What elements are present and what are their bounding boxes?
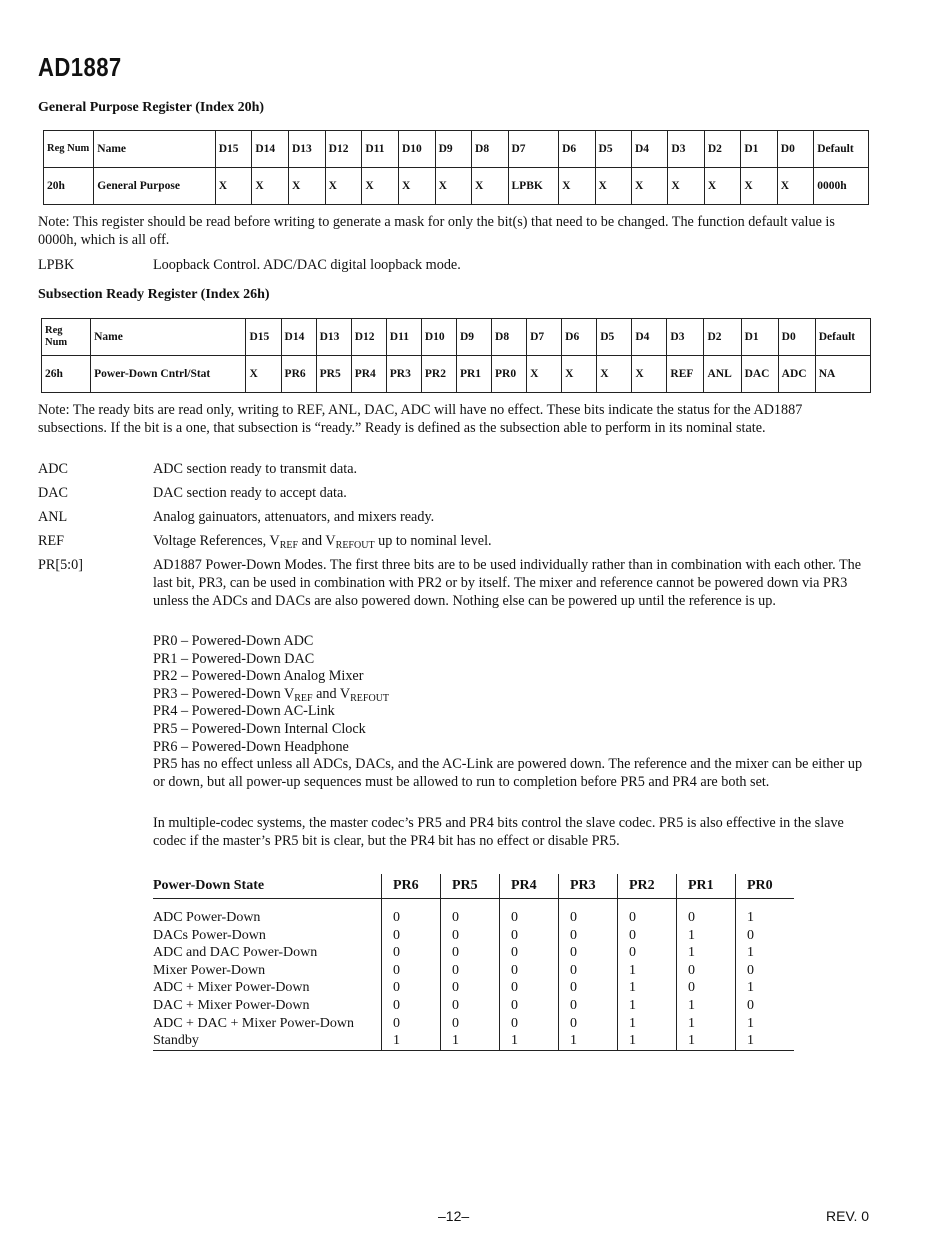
table-row (153, 1032, 794, 1050)
bit-value-cell: 1 (736, 909, 795, 927)
column-header: Default (814, 131, 869, 168)
column-header: D15 (215, 131, 252, 168)
column-header: D9 (435, 131, 471, 168)
bit-value-cell: 0 (736, 997, 795, 1015)
table-cell: X (777, 168, 813, 205)
bit-value-cell: 0 (441, 997, 500, 1015)
column-header: D6 (562, 319, 597, 356)
state-name-cell: DAC + Mixer Power-Down (153, 997, 310, 1013)
table-cell: PR1 (456, 356, 491, 393)
pr-list-item: PR5 – Powered-Down Internal Clock (153, 721, 366, 737)
definition-anl (38, 508, 874, 526)
table-cell: X (632, 356, 667, 393)
definition-lpbk (38, 256, 874, 274)
bit-value-cell: 0 (677, 962, 736, 980)
gp-register-title: General Purpose Register (Index 20h) (38, 100, 265, 115)
definition-desc: Analog gainuators, attenuators, and mixers ready. (153, 509, 435, 525)
bit-value-cell: 1 (618, 979, 677, 997)
pr-list-item: PR1 – Powered-Down DAC (153, 650, 315, 667)
state-name-cell: DACs Power-Down (153, 927, 266, 943)
column-header: Reg Num (44, 131, 94, 168)
table-cell: X (527, 356, 562, 393)
definition-term: DAC (38, 485, 68, 501)
column-header: Name (94, 131, 215, 168)
state-name-cell: Standby (153, 1032, 382, 1050)
gp-register-table (43, 130, 869, 205)
table-cell: PR2 (421, 356, 456, 393)
table-header-row (153, 874, 794, 899)
column-header: D7 (527, 319, 562, 356)
state-name-cell: ADC Power-Down (153, 910, 261, 925)
sr-register-title: Subsection Ready Register (Index 26h) (38, 287, 270, 302)
table-cell: X (435, 168, 471, 205)
bit-value-cell: 1 (677, 1032, 736, 1050)
state-name-cell: ADC + DAC + Mixer Power-Down (153, 1015, 354, 1031)
bit-value-cell: 0 (500, 979, 559, 997)
table-cell: X (597, 356, 632, 393)
bit-value-cell: 0 (618, 909, 677, 927)
column-header: PR1 (677, 874, 736, 899)
column-header: D14 (252, 131, 289, 168)
table-cell: X (668, 168, 704, 205)
column-header: D4 (631, 131, 667, 168)
part-number: AD1887 (38, 52, 122, 82)
table-cell: PR6 (281, 356, 316, 393)
column-header: D8 (472, 131, 508, 168)
column-header: PR0 (736, 874, 795, 899)
sr-register-table (41, 318, 871, 393)
table-row (153, 927, 794, 945)
column-header: D12 (325, 131, 362, 168)
column-header: D13 (289, 131, 326, 168)
column-header: PR2 (618, 874, 677, 899)
definition-desc: Loopback Control. ADC/DAC digital loopback mode. (153, 257, 461, 273)
definition-term: LPBK (38, 257, 75, 273)
bit-value-cell: 1 (618, 997, 677, 1015)
column-header: PR3 (559, 874, 618, 899)
definition-desc: DAC section ready to accept data. (153, 485, 347, 501)
column-header: D0 (777, 131, 813, 168)
definition-term: ADC (38, 461, 68, 477)
column-header: D1 (741, 319, 778, 356)
table-row (153, 979, 794, 997)
state-name-cell: Mixer Power-Down (153, 962, 266, 978)
definition-ref (38, 532, 874, 552)
table-cell: X (631, 168, 667, 205)
bit-value-cell: 1 (618, 1032, 677, 1050)
bit-value-cell: 0 (382, 944, 441, 962)
gp-note: Note: This register should be read before writing to generate a mask for only the bit(s) that need to be changed. The function default value is 0000h, which is all off. (38, 214, 835, 248)
table-header-row (42, 319, 871, 356)
table-cell: X (398, 168, 435, 205)
definition-pr (38, 556, 874, 628)
column-header: D5 (597, 319, 632, 356)
bit-value-cell: 1 (441, 1032, 500, 1050)
table-cell: X (325, 168, 362, 205)
bit-value-cell: 1 (677, 997, 736, 1015)
table-cell: General Purpose (94, 168, 215, 205)
table-header-row (44, 131, 869, 168)
definition-desc: AD1887 Power-Down Modes. The first three bits are to be used individually rather than in combination with each other. The last bit, PR3, can be used in combination with PR2 or by itself. The mixer and reference cannot be powered down via PR3 unless the ADCs and DACs are also powered down. Nothing else can be powered up until the reference is up. (153, 557, 862, 609)
pr-list-item: PR6 – Powered-Down Headphone (153, 738, 349, 755)
page-number: –12– (438, 1208, 470, 1224)
bit-value-cell: 0 (500, 944, 559, 962)
bit-value-cell: 0 (441, 1015, 500, 1033)
bit-value-cell: 0 (382, 1015, 441, 1033)
table-cell: X (246, 356, 281, 393)
table-cell: X (362, 168, 399, 205)
table-cell: ADC (778, 356, 815, 393)
bit-value-cell: 0 (559, 1015, 618, 1033)
table-cell: Power-Down Cntrl/Stat (91, 356, 246, 393)
bit-value-cell: 0 (382, 979, 441, 997)
column-header: D2 (704, 319, 741, 356)
table-cell: X (704, 168, 740, 205)
definition-term: PR[5:0] (38, 557, 83, 573)
pr5-paragraph: PR5 has no effect unless all ADCs, DACs, and the AC-Link are powered down. The reference and the mixer can be either up or down, but all power-up sequences must be allowed to run to completion before PR5 and PR4 are both set. (153, 756, 863, 790)
table-cell: PR5 (316, 356, 351, 393)
table-cell: 20h (44, 168, 94, 205)
table-cell: NA (815, 356, 870, 393)
table-cell: ANL (704, 356, 741, 393)
table-row (153, 944, 794, 962)
column-header: D3 (667, 319, 704, 356)
column-header: PR5 (441, 874, 500, 899)
column-header: D7 (508, 131, 559, 168)
table-cell: PR4 (351, 356, 386, 393)
bit-value-cell: 0 (500, 997, 559, 1015)
pr-list-item: PR4 – Powered-Down AC-Link (153, 703, 335, 720)
table-row (153, 909, 794, 927)
table-cell: X (741, 168, 777, 205)
column-header: D10 (398, 131, 435, 168)
column-header: D10 (421, 319, 456, 356)
bit-value-cell: 0 (441, 944, 500, 962)
table-cell: PR0 (492, 356, 527, 393)
definition-adc (38, 460, 874, 478)
bit-value-cell: 0 (559, 927, 618, 945)
bit-value-cell: 0 (382, 909, 441, 927)
definition-term: REF (38, 533, 65, 549)
bit-value-cell: 0 (736, 962, 795, 980)
bit-value-cell: 0 (618, 944, 677, 962)
pr-list-item: PR3 – Powered-Down $V_{REF}$ and $V_{REFOUT}$ (153, 685, 390, 704)
table-row (44, 168, 869, 205)
column-header: D15 (246, 319, 281, 356)
column-header: Power-Down State (153, 874, 382, 899)
column-header: PR6 (382, 874, 441, 899)
column-header: D5 (595, 131, 631, 168)
state-name-cell: ADC + Mixer Power-Down (153, 980, 310, 996)
column-header: PR4 (500, 874, 559, 899)
bit-value-cell: 0 (500, 909, 559, 927)
column-header: D8 (492, 319, 527, 356)
bit-value-cell: 0 (559, 997, 618, 1015)
table-cell: X (595, 168, 631, 205)
bit-value-cell: 0 (559, 962, 618, 980)
sr-note: Note: The ready bits are read only, writing to REF, ANL, DAC, ADC will have no effect. These bits indicate the status for the AD1887 subsections. If the bit is a one, that subsection is “ready.” Ready is defined as the subsection able to perform in its nominal state. (38, 402, 803, 436)
column-header: Name (91, 319, 246, 356)
pr-list-item: PR2 – Powered-Down Analog Mixer (153, 668, 364, 685)
table-cell: X (252, 168, 289, 205)
column-header: D2 (704, 131, 740, 168)
bit-value-cell: 1 (677, 1015, 736, 1033)
table-cell: LPBK (508, 168, 559, 205)
table-cell: 0000h (814, 168, 869, 205)
bit-value-cell: 0 (500, 962, 559, 980)
bit-value-cell: 1 (736, 979, 795, 997)
table-cell: PR3 (386, 356, 421, 393)
bit-value-cell: 1 (677, 944, 736, 962)
table-cell: DAC (741, 356, 778, 393)
definition-desc: Voltage References, $V_{REF}$ and $V_{REFOUT}$ up to nominal level. (153, 533, 492, 551)
table-cell: X (562, 356, 597, 393)
bit-value-cell: 0 (441, 979, 500, 997)
bit-value-cell: 0 (736, 927, 795, 945)
bit-value-cell: 0 (382, 962, 441, 980)
bit-value-cell: 0 (441, 927, 500, 945)
column-header: D12 (351, 319, 386, 356)
bit-value-cell: 0 (500, 1015, 559, 1033)
definition-dac (38, 484, 874, 502)
column-header: D4 (632, 319, 667, 356)
column-header: D11 (386, 319, 421, 356)
column-header: D0 (778, 319, 815, 356)
column-header: D11 (362, 131, 399, 168)
table-row (42, 356, 871, 393)
table-row (153, 962, 794, 980)
multi-codec-paragraph: In multiple-codec systems, the master codec’s PR5 and PR4 bits control the slave codec. PR5 is also effective in the slave codec if the master’s PR5 bit is clear, but the PR4 bit has no effect or disable PR5. (153, 815, 844, 849)
bit-value-cell: 0 (559, 909, 618, 927)
bit-value-cell: 0 (441, 962, 500, 980)
bit-value-cell: 1 (500, 1032, 559, 1050)
bit-value-cell: 0 (441, 909, 500, 927)
power-down-table (153, 874, 794, 1051)
pr-list-item: PR0 – Powered-Down ADC (153, 633, 314, 649)
state-name-cell: ADC and DAC Power-Down (153, 945, 318, 961)
column-header: D13 (316, 319, 351, 356)
bit-value-cell: 0 (677, 979, 736, 997)
table-cell: REF (667, 356, 704, 393)
bit-value-cell: 0 (382, 997, 441, 1015)
column-header: D6 (559, 131, 595, 168)
table-cell: X (289, 168, 326, 205)
table-row (153, 1015, 794, 1033)
column-header: D1 (741, 131, 777, 168)
table-row (153, 997, 794, 1015)
column-header: D14 (281, 319, 316, 356)
bit-value-cell: 1 (382, 1032, 441, 1050)
column-header: Default (815, 319, 870, 356)
table-cell: 26h (42, 356, 91, 393)
bit-value-cell: 1 (736, 1032, 795, 1050)
column-header: D9 (456, 319, 491, 356)
table-cell: X (559, 168, 595, 205)
table-cell: X (215, 168, 252, 205)
bit-value-cell: 0 (500, 927, 559, 945)
bit-value-cell: 1 (618, 962, 677, 980)
bit-value-cell: 1 (559, 1032, 618, 1050)
revision: REV. 0 (826, 1208, 870, 1224)
column-header: D3 (668, 131, 704, 168)
definition-desc: ADC section ready to transmit data. (153, 461, 358, 477)
bit-value-cell: 1 (618, 1015, 677, 1033)
bit-value-cell: 0 (559, 979, 618, 997)
definition-term: ANL (38, 509, 68, 525)
table-cell: X (472, 168, 508, 205)
bit-value-cell: 0 (677, 909, 736, 927)
bit-value-cell: 0 (559, 944, 618, 962)
column-header: Reg Num (42, 319, 91, 356)
bit-value-cell: 1 (677, 927, 736, 945)
bit-value-cell: 0 (382, 927, 441, 945)
bit-value-cell: 0 (618, 927, 677, 945)
bit-value-cell: 1 (736, 1015, 795, 1033)
bit-value-cell: 1 (736, 944, 795, 962)
